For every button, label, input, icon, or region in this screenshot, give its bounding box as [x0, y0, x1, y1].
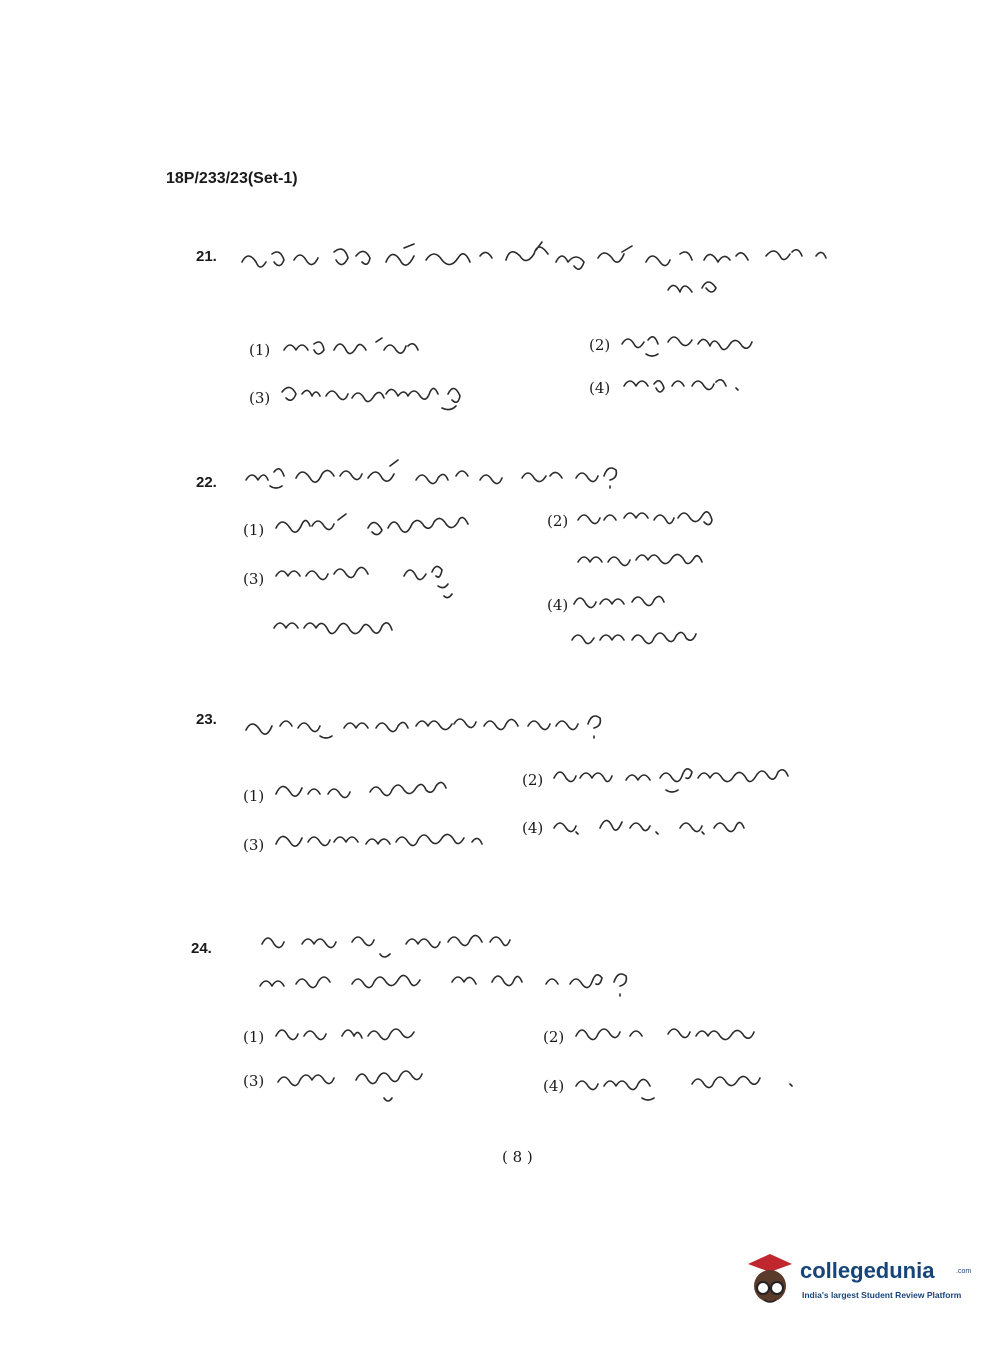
page-number: ( 8 ) — [502, 1148, 533, 1166]
question-21-handwritten-text — [236, 232, 836, 302]
question-21-option-1-text — [280, 330, 430, 364]
question-24-option-4-number: (4) — [543, 1077, 565, 1095]
question-24-option-4-text — [572, 1062, 812, 1106]
question-23-option-2-text — [550, 756, 810, 800]
question-21-number: 21. — [196, 248, 217, 265]
question-22-option-1-text — [272, 506, 512, 546]
question-22-handwritten-text — [240, 452, 650, 502]
brand-name: collegedunia — [800, 1258, 935, 1283]
question-22-option-4-text — [570, 584, 720, 654]
question-23-handwritten-text — [240, 700, 650, 750]
question-21-option-4-number: (4) — [589, 379, 611, 397]
question-22-option-2-text — [574, 500, 744, 582]
question-24-option-1-text — [272, 1014, 472, 1054]
collegedunia-watermark — [742, 1250, 972, 1320]
question-22-option-1-number: (1) — [243, 521, 265, 539]
brand-domain-suffix: .com — [956, 1268, 972, 1275]
question-23-option-2-number: (2) — [522, 771, 544, 789]
question-24-number: 24. — [191, 940, 212, 957]
question-21-option-4-text — [620, 368, 760, 400]
question-23-option-4-text — [550, 806, 750, 846]
question-23-option-3-number: (3) — [243, 836, 265, 854]
question-23-option-4-number: (4) — [522, 819, 544, 837]
question-23-number: 23. — [196, 711, 217, 728]
collegedunia-mascot-logo-icon — [742, 1250, 800, 1320]
paper-code: 18P/233/23(Set-1) — [166, 170, 298, 187]
question-24-option-1-number: (1) — [243, 1028, 265, 1046]
question-21-option-1-number: (1) — [249, 341, 271, 359]
question-23-option-1-number: (1) — [243, 787, 265, 805]
question-24-option-3-number: (3) — [243, 1072, 265, 1090]
question-23-option-1-text — [272, 772, 472, 812]
question-24-option-3-text — [274, 1062, 474, 1110]
question-21-option-3-number: (3) — [249, 389, 271, 407]
question-24-handwritten-text — [256, 920, 776, 1012]
question-22-option-2-number: (2) — [547, 512, 569, 530]
question-22-option-3-number: (3) — [243, 570, 265, 588]
question-22-option-4-number: (4) — [547, 596, 569, 614]
question-22-number: 22. — [196, 474, 217, 491]
brand-tagline: India's largest Student Review Platform — [802, 1290, 962, 1300]
question-22-option-3-text — [272, 556, 472, 646]
question-24-option-2-text — [572, 1014, 782, 1054]
question-21-option-3-text — [278, 376, 478, 416]
question-23-option-3-text — [272, 818, 492, 862]
question-21-option-2-number: (2) — [589, 336, 611, 354]
question-24-option-2-number: (2) — [543, 1028, 565, 1046]
question-21-option-2-text — [618, 324, 768, 364]
